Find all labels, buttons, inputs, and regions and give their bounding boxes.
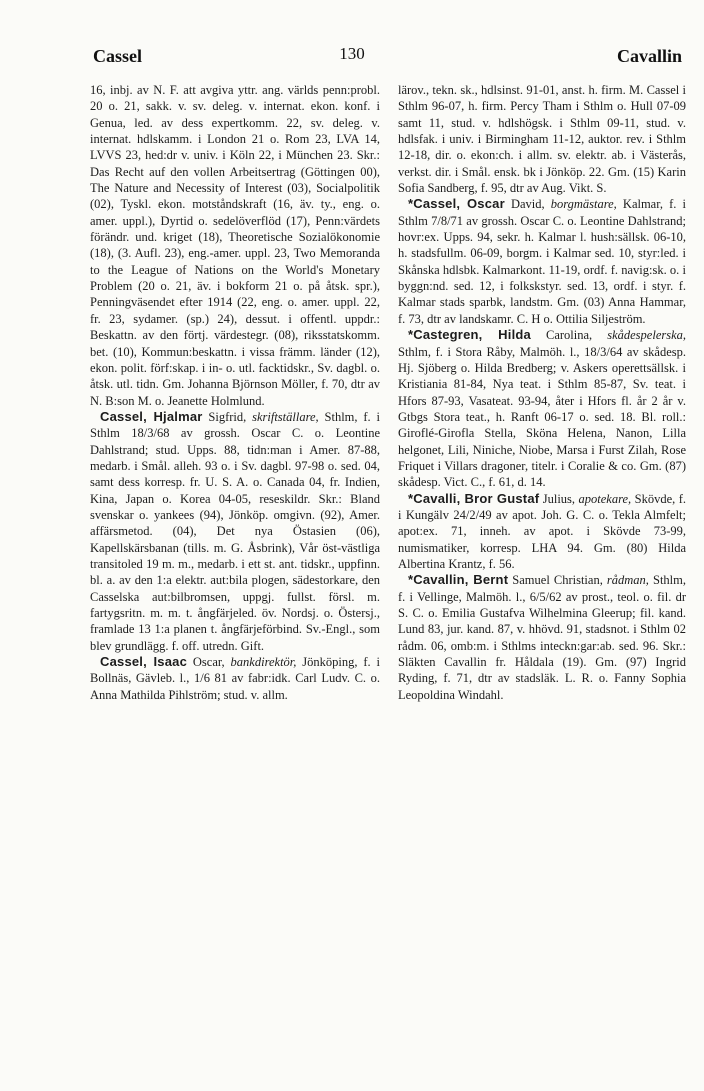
entry-given-names: Oscar, [187, 655, 231, 670]
entry-occupation: rådman, [606, 573, 649, 588]
running-head-right: Cavallin [616, 46, 682, 66]
entry-given-names: Julius, [539, 491, 579, 506]
entry-given-names: Carolina, [530, 328, 608, 343]
running-head-left: Cassel [93, 46, 142, 66]
entry-name: *Cassel, Oscar [408, 196, 505, 212]
entry-body: Jönköping, f. i Bollnäs, Gävleb. l., 1/6 81 av fabr:idk. Carl Ludv. C. o. Anna Mathilda Pihlström; stud. v. allm. [90, 655, 380, 702]
entry-occupation: apotekare, [578, 491, 632, 506]
entry-body: Kalmar, f. i Sthlm 7/8/71 av grossh. Oscar C. o. Leontine Dahlstrand; hovr:ex. Upps. 94, sekr. h. Kalmar l. hush:sällsk. 06-10, h. stadsfullm. 06-09, borgm. i Kalmar sed. 10, styr:led. i Skånska hdlsbk. Kalmarkont. 11-19, ordf. f. navig:sk. o. i byggn:nd. sed. 12, i folkskstyr. sed. 13, ordf. i styr. f. Kalmar stads sparbk, landstm. Gm. (03) Anna Hammar, f. 73, dtr av landskamr. C. H o. Ottilia Siljeström. [398, 197, 686, 326]
left-column [90, 82, 380, 703]
entry-occupation: skådespelerska, [607, 328, 687, 343]
entry-cassel-hjalmar [90, 409, 380, 654]
entry-occupation: bankdirektör, [230, 655, 297, 670]
page-number: 130 [339, 44, 365, 63]
entry-castegren-hilda [398, 327, 686, 490]
entry-name: *Castegren, Hilda [408, 327, 531, 343]
entry-body: Sthlm, f. i Sthlm 18/3/68 av grossh. Oscar C. o. Leontine Dahlstrand; stud. Upps. 88, tidn:man i Amer. 87-88, medarb. i Smål. alleh. 93 o. i Sv. dagbl. 97-98 o. sed. 04, samt dess korresp. fr. U. S. A. o. Canada 04, fr. Indien, Kina, Japan o. Korea 04-05, reseskildr. Skr.: Bland svenskar o. yankees (94), Jönköp. omgivn. (92), Amer. affärsmetod. (04), Det nya Östasien (06), Kapellskärsbanan (tills. m. G. Åsbrink), Vår öst-västliga transitoled 19 m. m., medarb. i ett st. ant. tidskr., uppfinn. bl. a. av den 1:a elektr. aut:bila plogen, sädestorkare, den Casselska aut:bilbromsen, uppgj. fullst. försl. m. fartygsritn. m. m. t. ångfärjeled. öv. Nordsj. o. Östersj., framlade 13 1:a planen t. ångfärjeförbind. Sv.-Engl., som blev grundlägg. f. off. utredn. Gift. [90, 409, 380, 653]
entry-cavalli-bror [398, 491, 686, 573]
entry-name: Cassel, Isaac [100, 654, 188, 670]
entry-cassel-isaac [90, 654, 380, 703]
entry-continuation: 16, inbj. av N. F. att avgiva yttr. ang. världs penn:probl. 20 o. 21, sakk. v. sv. deleg. v. internat. ekon. konf. i Genua, led. av dess expertkomm. 22, sv. deleg. v. internat. hdlskamm. i London 21 o. Rom 23, LVA 14, LVVS 23, hed:dr v. univ. i Köln 22, i München 23. Skr.: Das Recht auf den vollen Arbeitsertrag (Göttingen 00), The Nature and Necessity of Interest (03), Socialpolitik (02), Tyskl. ekon. motståndskraft (16, äv. ty., eng. o. amer. uppl.), Dyrtid o. sedelöverflöd (17), Penn:värdets förändr. und. kriget (18), Theoretische Sozialökonomie (18), (3. Aufl. 23), eng.-amer. uppl. 23, Two Memoranda to the League of Nations on the World's Monetary Problem (20 o. 21, äv. i bokform 21 o. på åtsk. spr.), Penningväsendet efter 1914 (22, eng. o. amer. uppl. 22, fr. 23, sydamer. (sp.) 24), dessut. i offentl. uppdr.: Beskattn. av den förtj. värdestegr. (08), riksstatskomm. bet. (10), Kommun:beskattn. i vissa främm. länder (12), ekon. polit. förf:skap. i in- o. utl. facktidskr., Sv. dagbl. o. åtsk. utl. tidn. Gm. Johanna Björnson Möller, f. 70, dtr av N. B:son M. o. Jeanette Holmlund. [90, 83, 380, 408]
entry-cavallin-bernt [398, 572, 686, 703]
entry-name: *Cavalli, Bror Gustaf [408, 490, 540, 506]
right-column [398, 82, 686, 703]
entry-continuation: lärov., tekn. sk., hdlsinst. 91-01, anst. h. firm. M. Cassel i Sthlm 96-07, h. firm. Percy Tham i Sthlm o. Hull 07-09 samt 11, stud. v. hdlshögsk. i Sthlm 09-11, stud. v. hdlsfak. i univ. i Birmingham 11-12, auktor. rev. i Sthlm 12-18, dir. o. ekon:ch. i allm. sv. elektr. ab. i Västerås, verkst. dir. i Smål. ensk. bk i Jönköp. 22. Gm. (15) Karin Sofia Sandberg, f. 95, dtr av Aug. Vikt. S. [398, 83, 686, 196]
entry-name: Cassel, Hjalmar [100, 408, 203, 424]
entry-occupation: borgmästare, [550, 197, 617, 212]
entry-body: Skövde, f. i Kungälv 24/2/49 av apot. Joh. G. C. o. Tekla Almfelt; apot:ex. 71, inneh. av apot. i Skövde 73-99, numismatiker, korresp. LHA 94. Gm. (80) Hilda Albertina Krantz, f. 56. [398, 491, 686, 571]
entry-given-names: Sigfrid, [202, 409, 253, 424]
entry-given-names: Samuel Christian, [508, 573, 607, 588]
entry-name: *Cavallin, Bernt [408, 572, 509, 588]
entry-body: Sthlm, f. i Vellinge, Malmöh. l., 6/5/62 av prost., teol. o. fil. dr S. C. o. Emilia Gustafva Wilhelmina Gleerup; fil. kand. Lund 83, jur. kand. 87, v. hhövd. 91, stadsnot. i Sthlm 02 rådm. 06, omb:m. i Sthlms inteckn:gar:ab. sed. 96. Skr.: Släkten Cavallin fr. Håldala (19). Gm. (97) Ingrid Ryding, f. 71, dtr av stadsläk. L. R. o. Fanny Sophia Leopoldina Windahl. [398, 573, 687, 702]
entry-occupation: skriftställare, [252, 409, 319, 424]
entry-cassel-oscar [398, 196, 686, 327]
entry-body: Sthlm, f. i Stora Råby, Malmöh. l., 18/3/64 av skådesp. Hj. Sjöberg o. Hilda Bredberg; v. Askers operettsällsk. i Kristiania 81-84, Nya teat. i Sthlm 85-87, Sv. teat. i Hfors 87-93, Vasateat. 93-94, åter i Hfors fl. år 2 år v. Gtbgs Stora teat., h. Ranft 06-17 o. sed. 18. Bl. roll.: Giroflé-Girofla Stella, Sköna Helena, Nanon, Lilla helgonet, Lili, Niniche, Niobe, Marsa i Furst Zilah, Rose Friquet i Villars dragoner, titelr. i Coralie & co. Gm. (87) skådesp. Vict. C., f. 61, d. 14. [398, 344, 686, 490]
entry-given-names: David, [504, 197, 551, 212]
